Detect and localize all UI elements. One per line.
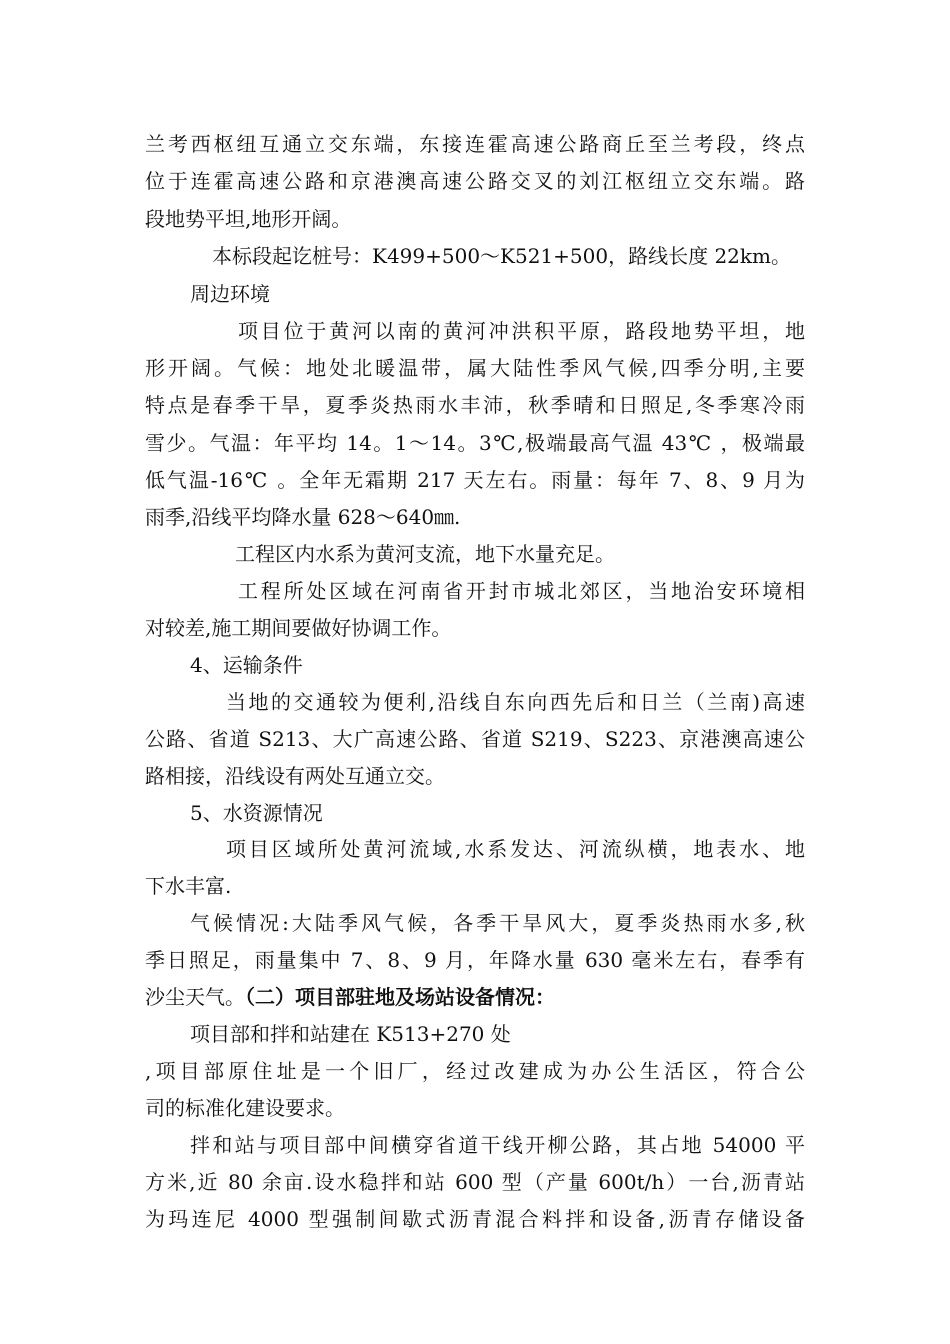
text-line: 下水丰富. (145, 874, 232, 898)
text-line: 段地势平坦,地形开阔。 (145, 207, 352, 231)
section-heading: 5、水资源情况 (190, 801, 323, 825)
text-line: 形开阔。气候：地处北暖温带，属大陆性季风气候,四季分明,主要 (145, 356, 805, 380)
text-line: 工程区内水系为黄河支流，地下水量充足。 (235, 542, 615, 566)
text-line: 为玛连尼 4000 型强制间歇式沥青混合料拌和设备,沥青存储设备 (145, 1207, 805, 1231)
text-line: 兰考西枢纽互通立交东端，东接连霍高速公路商丘至兰考段，终点 (145, 132, 805, 156)
text-line: 路相接，沿线设有两处互通立交。 (145, 764, 445, 788)
section-heading: 4、运输条件 (190, 653, 303, 677)
text-line: 本标段起讫桩号：K499+500～K521+500，路线长度 22km。 (212, 244, 791, 268)
text-line: 当地的交通较为便利,沿线自东向西先后和日兰（兰南)高速 (226, 690, 805, 714)
text-line (145, 984, 805, 1010)
text-line: 工程所处区域在河南省开封市城北郊区，当地治安环境相 (238, 579, 805, 603)
text-line: 公路、省道 S213、大广高速公路、省道 S219、S223、京港澳高速公 (145, 727, 805, 751)
text-line: 对较差,施工期间要做好协调工作。 (145, 616, 452, 640)
text-line: 季日照足，雨量集中 7、8、9 月，年降水量 630 毫米左右，春季有 (145, 948, 805, 972)
text-line: 方米,近 80 余亩.设水稳拌和站 600 型（产量 600t/h）一台,沥青站 (145, 1170, 805, 1194)
text-line-part: 沙尘天气。 (145, 985, 245, 1009)
text-line: 拌和站与项目部中间横穿省道干线开柳公路，其占地 54000 平 (190, 1133, 805, 1157)
text-line: 项目部和拌和站建在 K513+270 处 (190, 1022, 511, 1046)
text-line: 气候情况:大陆季风气候，各季干旱风大，夏季炎热雨水多,秋 (190, 911, 805, 935)
text-line: 项目位于黄河以南的黄河冲洪积平原，路段地势平坦，地 (238, 319, 805, 343)
text-line: ,项目部原住址是一个旧厂，经过改建成为办公生活区，符合公 (145, 1059, 805, 1083)
text-line: 特点是春季干旱，夏季炎热雨水丰沛，秋季晴和日照足,冬季寒冷雨 (145, 393, 805, 417)
text-line: 雨季,沿线平均降水量 628～640㎜. (145, 505, 461, 529)
subsection-heading: （二）项目部驻地及场站设备情况： (245, 985, 555, 1009)
text-line: 项目区域所处黄河流域,水系发达、河流纵横，地表水、地 (226, 837, 805, 861)
section-heading: 周边环境 (190, 282, 270, 306)
text-line: 司的标准化建设要求。 (145, 1096, 345, 1120)
text-line: 雪少。气温：年平均 14。1～14。3℃,极端最高气温 43℃ ，极端最 (145, 431, 805, 455)
text-line: 低气温-16℃ 。全年无霜期 217 天左右。雨量：每年 7、8、9 月为 (145, 468, 805, 492)
text-line: 位于连霍高速公路和京港澳高速公路交叉的刘江枢纽立交东端。路 (145, 169, 805, 193)
